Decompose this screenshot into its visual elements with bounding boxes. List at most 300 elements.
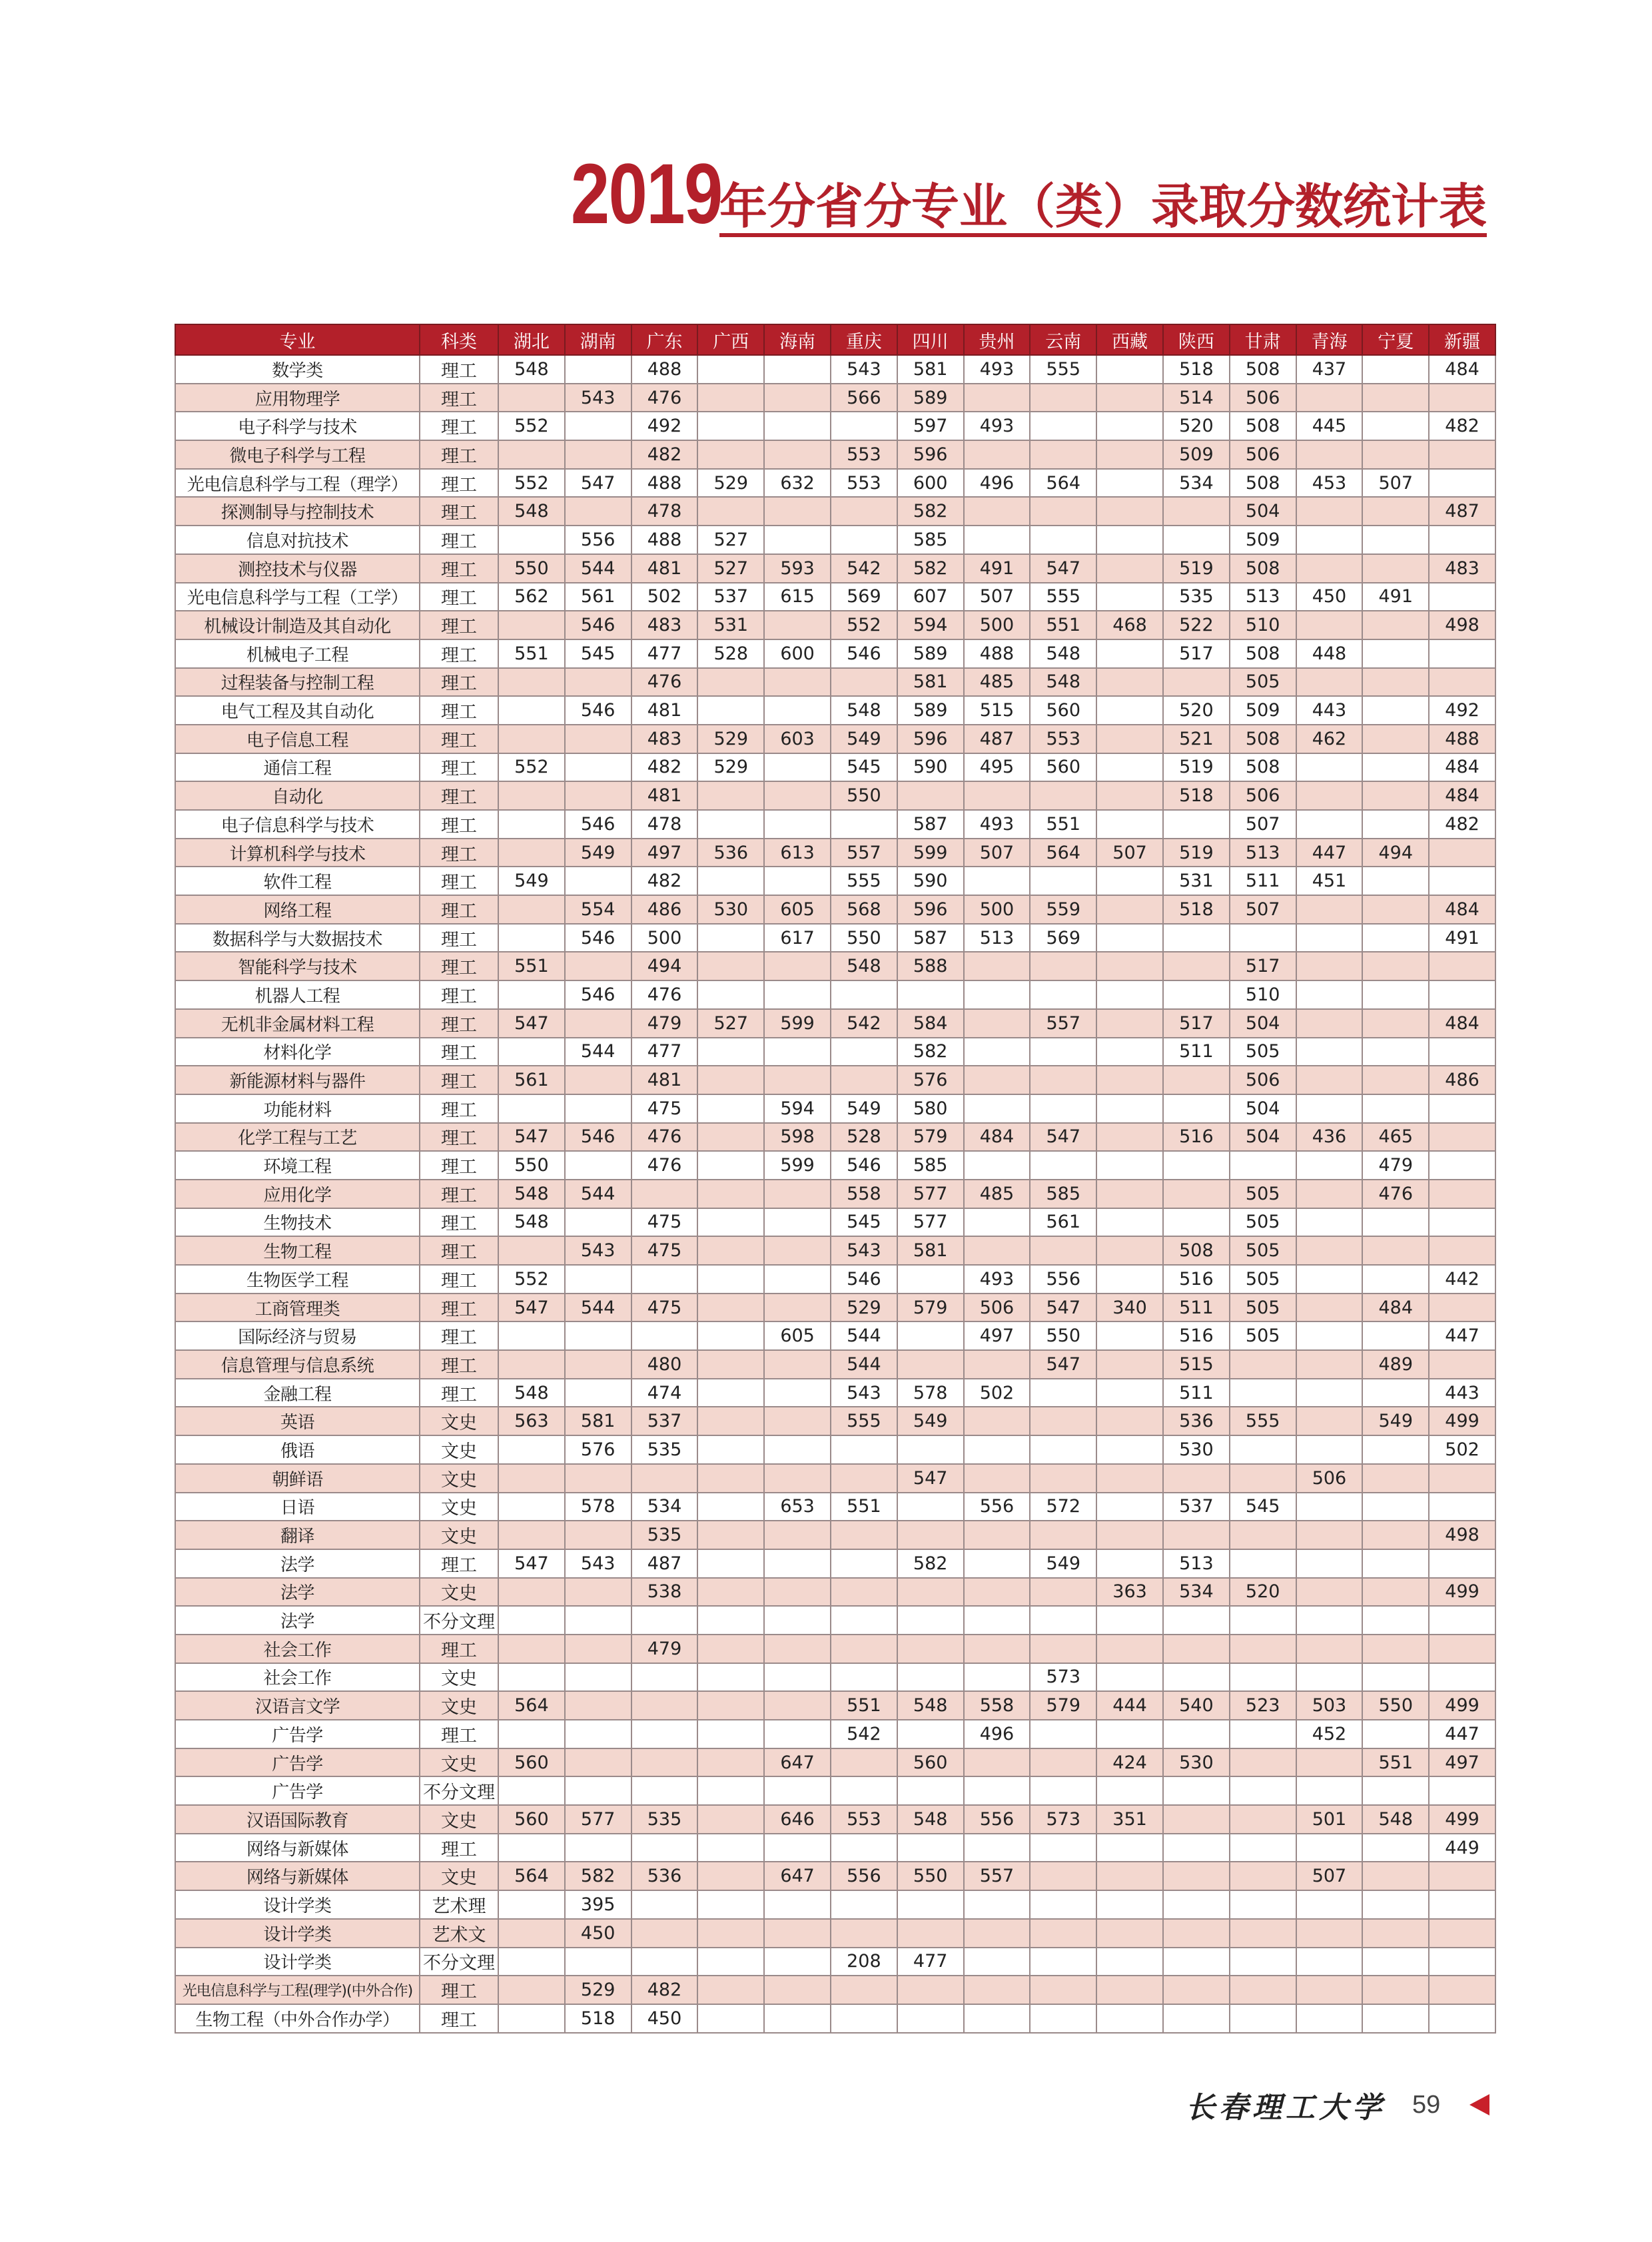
score-cell: 530 — [1163, 1435, 1230, 1464]
score-cell — [1163, 952, 1230, 980]
header-province: 湖南 — [565, 324, 631, 355]
score-cell — [1096, 1435, 1163, 1464]
score-cell: 596 — [897, 725, 964, 753]
score-cell: 493 — [964, 355, 1031, 384]
table-row — [175, 1578, 1495, 1607]
score-cell — [1362, 1635, 1429, 1663]
score-cell: 531 — [697, 611, 764, 639]
score-cell: 563 — [498, 1407, 565, 1435]
score-cell: 550 — [897, 1862, 964, 1890]
major-cell: 法学 — [175, 1606, 420, 1635]
score-cell — [1362, 1236, 1429, 1265]
score-cell — [897, 1435, 964, 1464]
score-cell — [764, 1294, 831, 1322]
score-cell: 544 — [565, 554, 631, 583]
table-row — [175, 696, 1495, 725]
score-cell: 477 — [631, 639, 698, 668]
score-cell: 449 — [1429, 1834, 1495, 1862]
score-cell — [764, 611, 831, 639]
major-cell: 测控技术与仪器 — [175, 554, 420, 583]
major-cell: 生物工程 — [175, 1236, 420, 1265]
score-cell: 589 — [897, 384, 964, 412]
score-cell: 557 — [964, 1862, 1031, 1890]
score-cell: 488 — [964, 639, 1031, 668]
score-cell — [1163, 1862, 1230, 1890]
score-cell — [697, 696, 764, 725]
score-cell: 554 — [565, 895, 631, 924]
category-cell: 理工 — [420, 1720, 498, 1748]
score-cell — [1163, 1180, 1230, 1208]
score-cell — [964, 1066, 1031, 1094]
score-cell: 489 — [1362, 1350, 1429, 1379]
score-cell: 484 — [964, 1123, 1031, 1152]
score-cell — [764, 696, 831, 725]
score-cell — [697, 1321, 764, 1350]
score-cell — [764, 753, 831, 782]
score-cell — [1096, 1919, 1163, 1948]
score-cell: 500 — [631, 924, 698, 952]
score-cell: 543 — [565, 384, 631, 412]
score-cell — [1296, 2004, 1363, 2033]
score-cell: 582 — [897, 497, 964, 526]
score-cell — [697, 924, 764, 952]
score-cell: 482 — [631, 1976, 698, 2004]
score-cell: 547 — [1030, 1350, 1096, 1379]
major-cell: 电子信息工程 — [175, 725, 420, 753]
score-cell — [1429, 1606, 1495, 1635]
score-cell — [498, 1038, 565, 1066]
table-row — [175, 469, 1495, 498]
score-cell: 599 — [764, 1151, 831, 1180]
score-cell: 581 — [897, 1236, 964, 1265]
score-cell: 529 — [831, 1294, 897, 1322]
score-cell — [498, 980, 565, 1009]
score-cell: 537 — [1163, 1493, 1230, 1521]
score-cell: 508 — [1230, 469, 1296, 498]
score-cell — [1163, 1720, 1230, 1748]
score-cell — [897, 1919, 964, 1948]
score-cell — [1163, 1948, 1230, 1976]
score-cell — [1096, 1038, 1163, 1066]
score-cell — [1362, 1435, 1429, 1464]
score-cell — [697, 440, 764, 469]
category-cell: 理工 — [420, 1294, 498, 1322]
score-cell: 480 — [631, 1350, 698, 1379]
score-cell: 508 — [1230, 554, 1296, 583]
score-cell: 482 — [631, 867, 698, 895]
score-cell: 481 — [631, 781, 698, 810]
score-cell — [697, 781, 764, 810]
score-cell: 505 — [1230, 1265, 1296, 1294]
score-cell: 551 — [1362, 1748, 1429, 1777]
score-cell — [697, 1180, 764, 1208]
score-cell: 555 — [1230, 1407, 1296, 1435]
score-cell — [1362, 696, 1429, 725]
score-cell: 553 — [831, 469, 897, 498]
score-cell: 498 — [1429, 1521, 1495, 1549]
score-cell: 483 — [631, 725, 698, 753]
score-cell: 546 — [565, 696, 631, 725]
score-cell: 548 — [498, 1379, 565, 1407]
category-cell: 理工 — [420, 412, 498, 440]
score-cell: 468 — [1096, 611, 1163, 639]
score-cell — [697, 668, 764, 697]
score-cell — [1096, 1350, 1163, 1379]
score-cell — [1096, 696, 1163, 725]
major-cell: 电气工程及其自动化 — [175, 696, 420, 725]
score-cell — [1362, 384, 1429, 412]
table-row — [175, 1151, 1495, 1180]
score-cell — [1096, 1151, 1163, 1180]
score-cell: 482 — [1429, 412, 1495, 440]
score-cell: 556 — [1030, 1265, 1096, 1294]
score-cell — [1296, 554, 1363, 583]
score-cell — [498, 1776, 565, 1805]
score-cell: 594 — [897, 611, 964, 639]
score-cell: 483 — [1429, 554, 1495, 583]
score-cell — [1296, 1890, 1363, 1919]
score-cell: 507 — [964, 583, 1031, 611]
score-cell — [964, 1748, 1031, 1777]
table-row — [175, 781, 1495, 810]
score-cell: 589 — [897, 639, 964, 668]
score-cell — [498, 1578, 565, 1607]
score-cell — [498, 1635, 565, 1663]
score-cell — [1429, 1094, 1495, 1123]
score-cell: 491 — [1429, 924, 1495, 952]
category-cell: 文史 — [420, 1521, 498, 1549]
score-cell — [1429, 1038, 1495, 1066]
score-cell — [1230, 1919, 1296, 1948]
score-cell: 450 — [565, 1919, 631, 1948]
score-cell: 493 — [964, 412, 1031, 440]
score-cell — [964, 1464, 1031, 1493]
header-province: 广东 — [631, 324, 698, 355]
score-cell: 517 — [1230, 952, 1296, 980]
score-cell: 495 — [964, 753, 1031, 782]
score-cell — [1296, 1834, 1363, 1862]
score-cell: 558 — [831, 1180, 897, 1208]
score-cell — [565, 1265, 631, 1294]
score-cell: 548 — [831, 696, 897, 725]
score-cell: 493 — [964, 810, 1031, 839]
score-cell: 520 — [1163, 696, 1230, 725]
table-row — [175, 2004, 1495, 2033]
score-cell: 545 — [831, 753, 897, 782]
score-cell — [697, 1549, 764, 1578]
score-cell — [1429, 2004, 1495, 2033]
score-cell — [964, 526, 1031, 554]
score-cell — [1230, 1805, 1296, 1834]
score-cell: 544 — [565, 1294, 631, 1322]
table-body — [175, 355, 1495, 2033]
score-cell — [697, 355, 764, 384]
score-cell — [697, 1521, 764, 1549]
score-cell: 499 — [1429, 1407, 1495, 1435]
score-cell — [1230, 1549, 1296, 1578]
score-cell — [1096, 753, 1163, 782]
score-cell — [1096, 1265, 1163, 1294]
score-cell: 443 — [1296, 696, 1363, 725]
table-row — [175, 1521, 1495, 1549]
score-cell — [1096, 1635, 1163, 1663]
major-cell: 网络与新媒体 — [175, 1834, 420, 1862]
score-cell — [1230, 2004, 1296, 2033]
score-cell: 511 — [1163, 1038, 1230, 1066]
score-cell: 520 — [1230, 1578, 1296, 1607]
score-cell — [1096, 924, 1163, 952]
score-cell — [1163, 1976, 1230, 2004]
category-cell: 理工 — [420, 1038, 498, 1066]
score-cell: 481 — [631, 696, 698, 725]
score-cell — [565, 1151, 631, 1180]
score-cell — [1362, 1009, 1429, 1038]
score-cell — [764, 1350, 831, 1379]
table-row — [175, 1549, 1495, 1578]
score-cell: 551 — [1030, 611, 1096, 639]
score-cell — [1163, 1151, 1230, 1180]
score-cell: 522 — [1163, 611, 1230, 639]
major-cell: 工商管理类 — [175, 1294, 420, 1322]
score-cell — [1362, 867, 1429, 895]
header-province: 宁夏 — [1362, 324, 1429, 355]
score-cell — [565, 1350, 631, 1379]
major-cell: 广告学 — [175, 1748, 420, 1777]
score-cell: 424 — [1096, 1748, 1163, 1777]
header-province: 新疆 — [1429, 324, 1495, 355]
score-cell — [1163, 1094, 1230, 1123]
score-cell — [1030, 1635, 1096, 1663]
score-cell — [1230, 1663, 1296, 1692]
score-cell: 500 — [964, 895, 1031, 924]
score-cell — [697, 980, 764, 1009]
score-cell: 546 — [565, 980, 631, 1009]
score-cell — [1296, 1180, 1363, 1208]
score-cell: 494 — [1362, 839, 1429, 867]
score-cell — [498, 384, 565, 412]
major-cell: 机械电子工程 — [175, 639, 420, 668]
table-row — [175, 1805, 1495, 1834]
score-cell — [565, 1521, 631, 1549]
score-cell — [1362, 1606, 1429, 1635]
major-cell: 广告学 — [175, 1776, 420, 1805]
major-cell: 自动化 — [175, 781, 420, 810]
score-cell — [1096, 1606, 1163, 1635]
score-cell: 543 — [831, 1236, 897, 1265]
category-cell: 文史 — [420, 1748, 498, 1777]
score-cell — [1296, 1321, 1363, 1350]
score-cell — [1030, 1776, 1096, 1805]
score-cell — [1096, 2004, 1163, 2033]
major-cell: 社会工作 — [175, 1663, 420, 1692]
table-row — [175, 1919, 1495, 1948]
major-cell: 网络与新媒体 — [175, 1862, 420, 1890]
score-cell — [697, 412, 764, 440]
score-cell — [1362, 668, 1429, 697]
score-cell — [697, 1038, 764, 1066]
table-row — [175, 1720, 1495, 1748]
category-cell: 理工 — [420, 980, 498, 1009]
score-cell: 510 — [1230, 611, 1296, 639]
score-cell — [565, 1009, 631, 1038]
major-cell: 生物技术 — [175, 1208, 420, 1237]
category-cell: 文史 — [420, 1663, 498, 1692]
score-cell — [565, 1948, 631, 1976]
score-cell — [697, 1151, 764, 1180]
score-cell — [697, 1663, 764, 1692]
score-cell — [565, 1748, 631, 1777]
score-cell — [831, 1066, 897, 1094]
score-cell: 548 — [1030, 639, 1096, 668]
score-cell — [1030, 1862, 1096, 1890]
score-cell — [498, 924, 565, 952]
score-cell — [1096, 554, 1163, 583]
category-cell: 理工 — [420, 810, 498, 839]
score-cell: 505 — [1230, 1180, 1296, 1208]
score-cell — [764, 1919, 831, 1948]
score-cell: 560 — [1030, 696, 1096, 725]
score-cell: 478 — [631, 497, 698, 526]
table-row — [175, 440, 1495, 469]
score-cell: 548 — [498, 1180, 565, 1208]
score-cell: 462 — [1296, 725, 1363, 753]
score-cell — [764, 1464, 831, 1493]
score-cell — [964, 1776, 1031, 1805]
score-cell: 544 — [565, 1038, 631, 1066]
score-cell — [831, 2004, 897, 2033]
score-cell — [897, 1493, 964, 1521]
header-province: 贵州 — [964, 324, 1031, 355]
major-cell: 国际经济与贸易 — [175, 1321, 420, 1350]
score-cell — [1429, 1549, 1495, 1578]
score-cell: 518 — [1163, 781, 1230, 810]
score-cell — [764, 1776, 831, 1805]
score-cell — [831, 1464, 897, 1493]
table-row — [175, 1236, 1495, 1265]
score-cell: 546 — [831, 1265, 897, 1294]
score-cell — [1230, 1435, 1296, 1464]
score-cell: 501 — [1296, 1805, 1363, 1834]
score-cell: 557 — [1030, 1009, 1096, 1038]
score-cell — [631, 1919, 698, 1948]
score-cell: 448 — [1296, 639, 1363, 668]
score-cell: 542 — [831, 1009, 897, 1038]
score-cell — [1030, 1976, 1096, 2004]
score-cell — [1362, 1976, 1429, 2004]
score-cell — [565, 1606, 631, 1635]
score-cell — [631, 1265, 698, 1294]
score-cell: 507 — [1230, 895, 1296, 924]
score-cell — [897, 1265, 964, 1294]
score-cell — [1296, 1294, 1363, 1322]
score-cell: 566 — [831, 384, 897, 412]
score-cell — [1096, 867, 1163, 895]
major-cell: 翻译 — [175, 1521, 420, 1549]
score-cell — [764, 867, 831, 895]
score-cell — [565, 1208, 631, 1237]
score-cell: 504 — [1230, 1009, 1296, 1038]
score-cell — [764, 1521, 831, 1549]
score-cell: 445 — [1296, 412, 1363, 440]
score-cell: 476 — [631, 1123, 698, 1152]
score-cell — [1030, 1578, 1096, 1607]
table-row — [175, 1834, 1495, 1862]
score-cell — [897, 1976, 964, 2004]
score-cell: 546 — [565, 1123, 631, 1152]
score-cell: 569 — [831, 583, 897, 611]
score-cell: 437 — [1296, 355, 1363, 384]
table-row — [175, 668, 1495, 697]
score-cell — [1096, 1464, 1163, 1493]
score-cell — [697, 1464, 764, 1493]
score-cell: 544 — [831, 1321, 897, 1350]
score-cell: 508 — [1230, 639, 1296, 668]
category-cell: 理工 — [420, 2004, 498, 2033]
score-cell — [1096, 526, 1163, 554]
score-cell — [697, 1890, 764, 1919]
score-cell: 493 — [964, 1265, 1031, 1294]
category-cell: 不分文理 — [420, 1948, 498, 1976]
score-cell: 444 — [1096, 1691, 1163, 1720]
table-row — [175, 1123, 1495, 1152]
score-cell: 556 — [964, 1805, 1031, 1834]
score-cell — [831, 980, 897, 1009]
score-cell — [1096, 1208, 1163, 1237]
score-cell — [897, 980, 964, 1009]
category-cell: 理工 — [420, 1976, 498, 2004]
score-cell: 535 — [631, 1521, 698, 1549]
score-cell: 553 — [1030, 725, 1096, 753]
score-cell: 546 — [565, 611, 631, 639]
major-cell: 应用化学 — [175, 1180, 420, 1208]
major-cell: 光电信息科学与工程（理学） — [175, 469, 420, 498]
score-cell: 508 — [1230, 753, 1296, 782]
score-cell — [831, 1890, 897, 1919]
score-cell — [498, 1663, 565, 1692]
major-cell: 新能源材料与器件 — [175, 1066, 420, 1094]
score-cell — [1296, 1919, 1363, 1948]
score-cell: 536 — [697, 839, 764, 867]
score-cell — [697, 1066, 764, 1094]
score-cell: 363 — [1096, 1578, 1163, 1607]
score-cell — [1096, 440, 1163, 469]
score-cell — [764, 1663, 831, 1692]
score-cell — [1096, 668, 1163, 697]
score-cell — [1163, 1805, 1230, 1834]
score-cell — [697, 1862, 764, 1890]
score-cell — [697, 1948, 764, 1976]
score-cell: 546 — [831, 639, 897, 668]
score-cell — [1429, 384, 1495, 412]
score-cell: 536 — [1163, 1407, 1230, 1435]
score-cell: 497 — [1429, 1748, 1495, 1777]
score-cell: 546 — [565, 924, 631, 952]
score-cell — [831, 1038, 897, 1066]
score-cell — [764, 1606, 831, 1635]
score-cell — [1362, 810, 1429, 839]
score-cell — [1362, 1521, 1429, 1549]
score-cell — [1362, 1720, 1429, 1748]
score-cell — [1096, 1663, 1163, 1692]
score-cell: 519 — [1163, 753, 1230, 782]
score-cell — [1163, 668, 1230, 697]
score-cell — [897, 1321, 964, 1350]
score-cell: 547 — [565, 469, 631, 498]
score-cell: 515 — [964, 696, 1031, 725]
score-cell — [1096, 1948, 1163, 1976]
score-cell: 548 — [897, 1805, 964, 1834]
score-cell: 491 — [964, 554, 1031, 583]
